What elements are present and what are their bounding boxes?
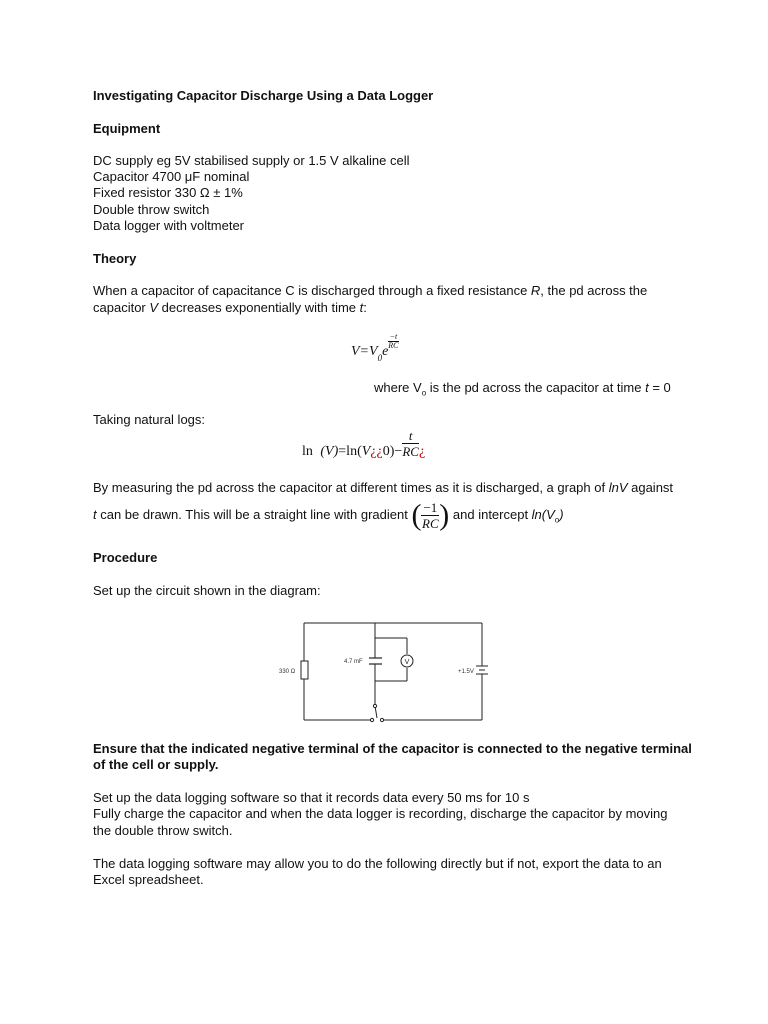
- equipment-item: Double throw switch: [93, 202, 210, 217]
- equipment-item: Data logger with voltmeter: [93, 218, 245, 233]
- theory-paragraph-line: When a capacitor of capacitance C is discharged through a fixed resistance R, the pd across the: [93, 283, 648, 298]
- circuit-diagram: [272, 618, 492, 726]
- theory-paragraph-line: capacitor V decreases exponentially with time t:: [93, 300, 367, 315]
- setup-instruction: Set up the circuit shown in the diagram:: [93, 583, 321, 598]
- procedure-step: Set up the data logging software so that it records data every 50 ms for 10 s: [93, 790, 530, 805]
- capacitor-label: 4.7 mF: [344, 659, 363, 665]
- measure-paragraph-line: By measuring the pd across the capacitor at different times as it is discharged, a graph of lnV against: [93, 480, 674, 495]
- gradient-fraction: $\frac{-1}{RC}$: [422, 500, 439, 532]
- where-note: where $V_o$ is the pd across the capacitor at time t = 0: [374, 380, 671, 398]
- measure-paragraph-line: t can be drawn. This will be a straight line with gradient ( $\frac{-1}{RC}$ ) and intercept $\ln(V_o)$: [93, 498, 564, 532]
- procedure-heading: Procedure: [93, 550, 158, 565]
- document-title: Investigating Capacitor Discharge Using a Data Logger: [93, 88, 434, 103]
- equipment-item: Fixed resistor 330 Ω ± 1%: [93, 185, 243, 200]
- export-note: Excel spreadsheet.: [93, 872, 204, 887]
- capacitor-symbol: [369, 658, 382, 664]
- equipment-item: Capacitor 4700 μF nominal: [93, 169, 250, 184]
- voltmeter-label: V: [404, 659, 410, 666]
- double-throw-switch: [370, 704, 383, 721]
- exponential-decay-equation: $V=V_0e$ $\frac{-t}{RC}$: [351, 332, 399, 363]
- export-note: The data logging software may allow you to do the following directly but if not, export the data to an: [93, 856, 662, 871]
- warning-line: of the cell or supply.: [93, 757, 219, 772]
- log-equation: ln (V)=ln(V¿¿0)− $\frac{t}{RC}$ ¿: [302, 428, 426, 459]
- resistor-label: 330 Ω: [279, 669, 296, 675]
- cell-symbol: [476, 666, 488, 674]
- warning-line: Ensure that the indicated negative terminal of the capacitor is connected to the negative terminal: [93, 741, 692, 756]
- procedure-step: the double throw switch.: [93, 823, 233, 838]
- equipment-item: DC supply eg 5V stabilised supply or 1.5 V alkaline cell: [93, 153, 410, 168]
- equipment-heading: Equipment: [93, 121, 161, 136]
- resistor-symbol: [301, 661, 308, 679]
- procedure-step: Fully charge the capacitor and when the data logger is recording, discharge the capacitor by moving: [93, 806, 668, 821]
- cell-label: +1.5V: [458, 669, 474, 675]
- theory-heading: Theory: [93, 251, 137, 266]
- taking-logs-label: Taking natural logs:: [93, 412, 206, 427]
